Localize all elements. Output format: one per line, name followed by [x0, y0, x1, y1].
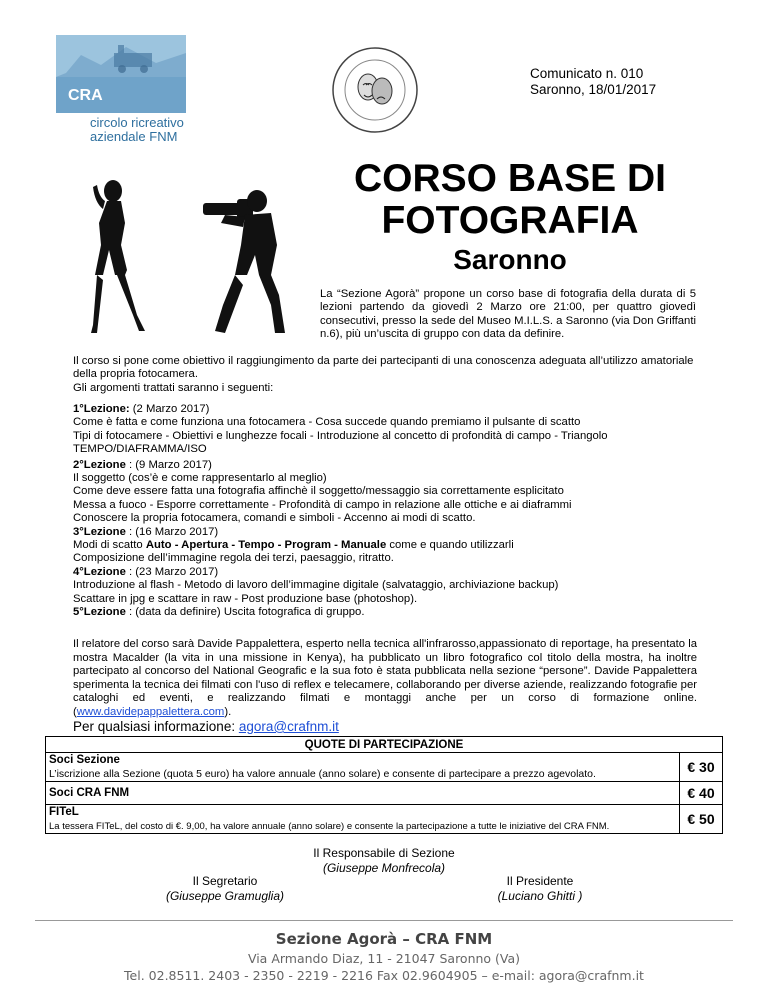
lesson-1-line: Tipi di fotocamere - Obiettivi e lunghezze focali - Introduzione al concetto di profondità di campo - Triangolo TEMPO/DIAFRAMMA/ISO — [73, 429, 608, 456]
lesson-3-line: Composizione dell’immagine regola dei terzi, paesaggio, ritratto. — [73, 552, 394, 565]
quote-desc: FITeL La tessera FITeL, del costo di €. 9,00, ha valore annuale (anno solare) e consente la partecipazione a tutte le iniziative del CRA FNM. — [46, 805, 680, 834]
footer-org: Sezione Agorà – CRA FNM — [275, 930, 493, 948]
lesson-4: 4°Lezione : (23 Marzo 2017) — [73, 565, 219, 578]
lesson-1: 1°Lezione: (2 Marzo 2017) — [73, 403, 210, 415]
table-row — [46, 753, 723, 782]
argomenti-text: Gli argomenti trattati saranno i seguenti: — [73, 381, 274, 394]
quote-header-row — [46, 737, 723, 753]
comunicato-number: Comunicato n. 010 — [530, 66, 644, 81]
footer-address: Via Armando Diaz, 11 - 21047 Saronno (Va) — [247, 951, 521, 966]
signature-segretario: Il Segretario (Giuseppe Gramuglia) — [165, 874, 285, 903]
page-subtitle: Saronno — [453, 244, 567, 275]
quote-price: € 30 — [680, 753, 723, 782]
lessons-list — [73, 403, 697, 620]
objective-paragraph — [73, 355, 697, 395]
relatore-website-link[interactable]: www.davidepappalettera.com — [76, 705, 225, 718]
info-line: Per qualsiasi informazione: agora@crafnm.it — [73, 719, 339, 734]
signature-presidente: Il Presidente (Luciano Ghitti ) — [497, 874, 583, 903]
logo-subtitle: circolo ricreativo aziendale FNM — [90, 115, 184, 144]
info-email-link[interactable]: agora@crafnm.it — [238, 719, 339, 734]
lesson-2-line: Messa a fuoco - Esporre correttamente - Profondità di campo in relazione alle ottiche e ai diaframmi — [73, 498, 572, 511]
lesson-3-line: Modi di scatto Auto - Apertura - Tempo - Program - Manuale come e quando utilizzarli — [73, 539, 514, 552]
page-title: CORSO BASE DI FOTOGRAFIA — [353, 157, 667, 242]
footer-divider — [35, 920, 733, 921]
lesson-4-line: Scattare in jpg e scattare in raw - Post produzione base (photoshop). — [73, 592, 418, 605]
obiettivo-text: Il corso si pone come obiettivo il raggiungimento da parte dei partecipanti di una conoscenza adeguata all’utilizzo amatoriale della propria fotocamera. — [73, 355, 694, 381]
train-graphic — [56, 35, 186, 77]
lesson-2-line: Conoscere la propria fotocamera, comandi e simboli - Accenno ai modi di scatto. — [73, 512, 476, 525]
quote-desc: Soci Sezione L’iscrizione alla Sezione (quota 5 euro) ha valore annuale (anno solare) e consente di partecipare a prezzo agevolato. — [46, 753, 680, 782]
lesson-2-line: Il soggetto (cos’è e come rappresentarlo al meglio) — [73, 472, 327, 485]
cra-logo — [56, 35, 186, 113]
comunicato-date: Saronno, 18/01/2017 — [530, 82, 657, 97]
lesson-3: 3°Lezione : (16 Marzo 2017) — [73, 525, 219, 538]
quote-price: € 40 — [680, 782, 723, 805]
quote-header: QUOTE DI PARTECIPAZIONE — [46, 737, 723, 753]
table-row — [46, 805, 723, 834]
intro-paragraph: La “Sezione Agorà” propone un corso base di fotografia della durata di 5 lezioni partendo da giovedì 2 Marzo ore 21:00, per quattro giovedì consecutivi, presso la sede del Museo M.I.L.S. a Saronno (via Don Griffanti n.6), più un’uscita di gruppo con data da definire. — [320, 288, 696, 341]
lesson-1-line: Come è fatta e come funziona una fotocamera - Cosa succede quando premiamo il pulsante di scatto — [73, 416, 581, 429]
lesson-2: 2°Lezione : (9 Marzo 2017) — [73, 458, 212, 471]
sezione-stamp — [330, 45, 420, 135]
quote-desc: Soci CRA FNM — [46, 782, 680, 805]
table-row — [46, 782, 723, 805]
relatore-paragraph: Il relatore del corso sarà Davide Pappalettera, esperto nella tecnica all'infrarosso,appassionato di reportage, ha presentato la mostra Macalder (la vita in una missione in Kenya), ha pubblicato un libro fotografico col titolo della mostra, ha inoltre partecipato al concorso del National Geografic e la sua foto è stata pubblicata nella sezione “persone”. Davide Pappalettera sperimenta la tecnica dei filmati con l'uso di reflex e telecamere, collaborando per diverse aziende, realizzando fotografie per cataloghi ed eventi, e realizzando filmati e montaggi anche per un corso di formazione online.(www.davidepappalettera.com). — [73, 638, 697, 718]
quote-price: € 50 — [680, 805, 723, 834]
lesson-2-line: Come deve essere fatta una fotografia affinchè il soggetto/messaggio sia correttamente esplicitato — [73, 485, 564, 498]
comunicato-header — [530, 66, 656, 98]
footer-contacts: Tel. 02.8511. 2403 - 2350 - 2219 - 2216 Fax 02.9604905 – e-mail: agora@crafnm.it — [124, 968, 644, 983]
logo-name: CRA — [68, 87, 103, 104]
photographer-silhouettes — [75, 175, 305, 340]
lesson-4-line: Introduzione al flash - Metodo di lavoro dell’immagine digitale (salvataggio, archiviazione backup) — [73, 579, 559, 592]
signature-responsabile: Il Responsabile di Sezione (Giuseppe Monfrecola) — [313, 846, 455, 875]
lesson-5: 5°Lezione : (data da definire) Uscita fotografica di gruppo. — [73, 606, 365, 619]
quote-table — [45, 736, 723, 834]
